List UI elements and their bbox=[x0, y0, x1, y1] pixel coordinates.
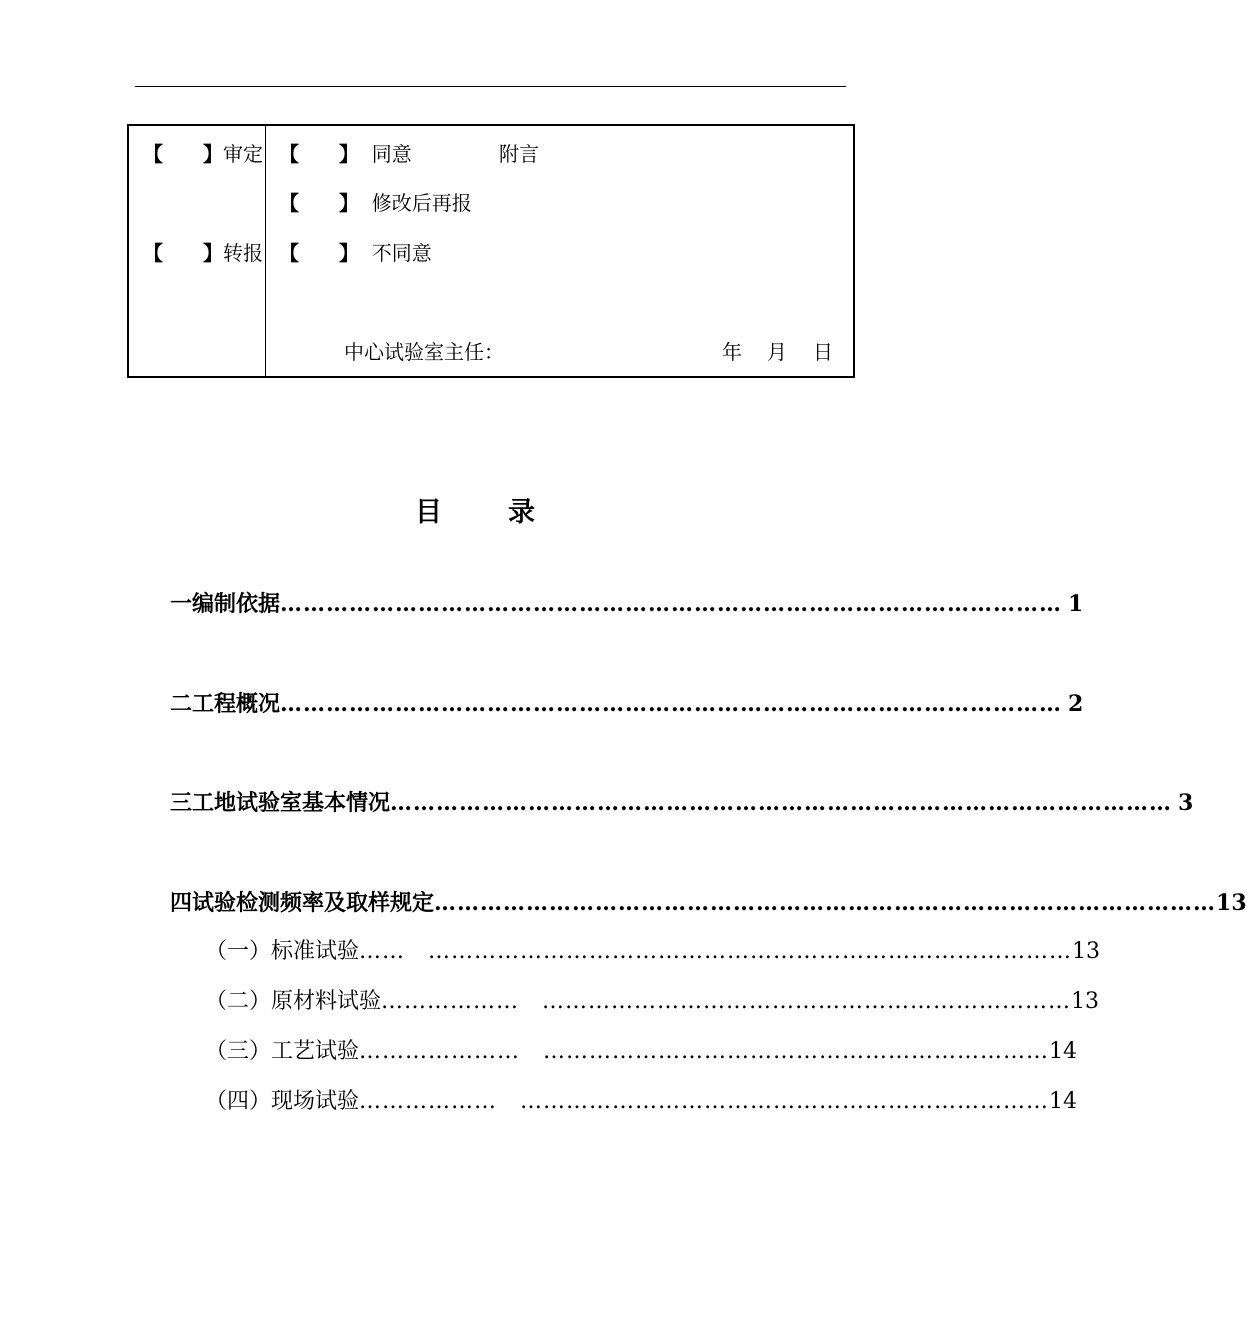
approval-left-column bbox=[129, 126, 266, 376]
agree-label: 同意 bbox=[371, 142, 412, 166]
toc-leader: ………………………………………………………………………………………… bbox=[280, 691, 1063, 717]
forward-checkbox[interactable]: 【 】 bbox=[143, 241, 223, 265]
revise-label: 修改后再报 bbox=[371, 191, 472, 215]
toc-subentry-page: 14 bbox=[1049, 1039, 1078, 1064]
toc-entry-label: 编制依据 bbox=[192, 591, 281, 617]
toc-leader: ……………… …………………………………………………………… bbox=[359, 1089, 1050, 1114]
toc-entry[interactable] bbox=[170, 690, 1084, 718]
toc-subentry-number: （二） bbox=[205, 989, 272, 1014]
toc-subentry[interactable] bbox=[205, 938, 1101, 966]
toc-subentry-number: （四） bbox=[205, 1089, 272, 1114]
toc-subentry-number: （三） bbox=[205, 1039, 272, 1064]
toc-subentry-page: 13 bbox=[1072, 939, 1101, 964]
toc-subentry-page: 13 bbox=[1071, 989, 1100, 1014]
toc-title bbox=[0, 490, 950, 529]
toc-leader: ………………………………………………………………………………………… bbox=[390, 790, 1173, 816]
toc-subentry[interactable] bbox=[205, 1088, 1078, 1116]
toc-title-char-2: 录 bbox=[508, 497, 535, 528]
toc-leader: ………………… ………………………………………………………… bbox=[359, 1039, 1050, 1064]
toc-entry-label: 工地试验室基本情况 bbox=[192, 790, 391, 816]
toc-leader: ………………………………………………………………………………………… bbox=[434, 890, 1217, 916]
review-option[interactable] bbox=[143, 142, 263, 166]
disagree-checkbox[interactable]: 【 】 bbox=[279, 241, 359, 265]
toc-leader: …… ………………………………………………………………………… bbox=[359, 939, 1073, 964]
date-year-label: 年 bbox=[722, 340, 742, 364]
toc-leader: ……………… …………………………………………………………… bbox=[381, 989, 1072, 1014]
toc-entry[interactable] bbox=[170, 889, 1247, 917]
toc-subentry-label: 工艺试验 bbox=[271, 1039, 360, 1064]
revise-option[interactable] bbox=[279, 191, 472, 215]
director-signature-label: 中心试验室主任： bbox=[344, 340, 504, 364]
toc-entry-page: 2 bbox=[1068, 691, 1084, 717]
toc-title-char-1: 目 bbox=[415, 497, 442, 528]
toc-subentry[interactable] bbox=[205, 988, 1100, 1016]
toc-subentry[interactable] bbox=[205, 1038, 1078, 1066]
toc-subentry-label: 标准试验 bbox=[271, 939, 360, 964]
approval-table bbox=[127, 124, 855, 378]
toc-leader: ………………………………………………………………………………………… bbox=[280, 591, 1063, 617]
revise-checkbox[interactable]: 【 】 bbox=[279, 191, 359, 215]
toc-entry-page: 1 bbox=[1068, 591, 1084, 617]
review-label: 审定 bbox=[223, 142, 263, 166]
agree-option[interactable] bbox=[279, 142, 412, 166]
forward-label: 转报 bbox=[223, 241, 263, 265]
header-rule bbox=[135, 86, 846, 87]
toc-entry-number: 四 bbox=[170, 890, 193, 916]
toc-entry-label: 试验检测频率及取样规定 bbox=[192, 890, 435, 916]
toc-entry-number: 一 bbox=[170, 591, 193, 617]
agree-checkbox[interactable]: 【 】 bbox=[279, 142, 359, 166]
toc-entry[interactable] bbox=[170, 590, 1084, 618]
forward-option[interactable] bbox=[143, 241, 263, 265]
toc-entry-label: 工程概况 bbox=[192, 691, 281, 717]
toc-entry[interactable] bbox=[170, 789, 1194, 817]
toc-subentry-page: 14 bbox=[1049, 1089, 1078, 1114]
toc-subentry-label: 原材料试验 bbox=[271, 989, 382, 1014]
toc-subentry-number: （一） bbox=[205, 939, 272, 964]
toc-entry-page: 3 bbox=[1178, 790, 1194, 816]
toc-subentry-label: 现场试验 bbox=[271, 1089, 360, 1114]
toc-entry-number: 二 bbox=[170, 691, 193, 717]
attachment-label: 附言 bbox=[499, 142, 539, 166]
disagree-label: 不同意 bbox=[371, 241, 432, 265]
date-day-label: 日 bbox=[813, 340, 833, 364]
date-month-label: 月 bbox=[767, 340, 787, 364]
toc-entry-page: 13 bbox=[1216, 890, 1247, 916]
toc-entry-number: 三 bbox=[170, 790, 193, 816]
disagree-option[interactable] bbox=[279, 241, 432, 265]
review-checkbox[interactable]: 【 】 bbox=[143, 142, 223, 166]
